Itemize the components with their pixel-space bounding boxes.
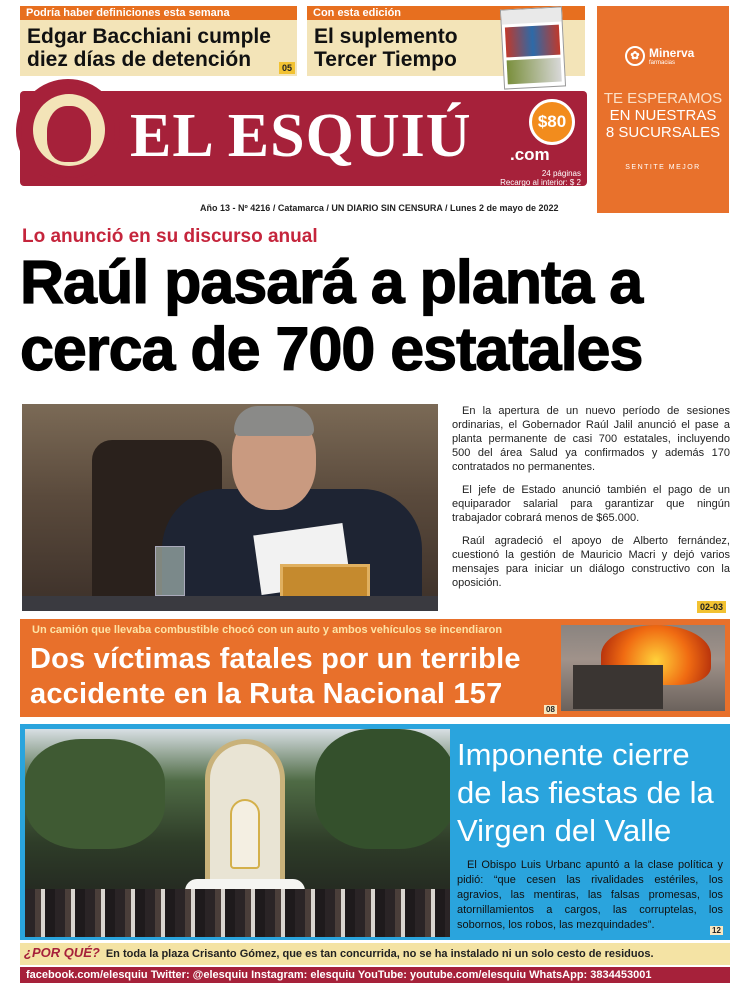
lead-body <box>452 404 730 599</box>
ad-brand: Minerva <box>649 46 695 60</box>
headline-line: Imponente cierre <box>457 737 690 772</box>
crowd <box>25 889 450 937</box>
virgen-headline <box>457 736 725 850</box>
ad-tagline: SENTITE MEJOR <box>625 164 701 171</box>
accident-headline <box>30 642 521 712</box>
masthead-domain: .com <box>510 145 550 164</box>
headline-line: de las fiestas de la <box>457 775 714 810</box>
minerva-logo: ✿ <box>625 46 645 66</box>
teaser-kicker: Con esta edición <box>307 6 585 20</box>
headline-line: Virgen del Valle <box>457 813 672 848</box>
page-ref: 08 <box>546 705 555 714</box>
lead-paragraph: Raúl agradeció el apoyo de Alberto fernández, cuestionó la gestión de Mauricio Macri y dejó varios mensajes para iniciar un diálogo constructivo con la oposición. <box>452 535 730 589</box>
price-badge: $80 <box>529 99 575 145</box>
lead-headline[interactable] <box>20 249 735 383</box>
surcharge: Recargo al interior: $ 2 <box>500 178 581 187</box>
speaker-hair <box>234 406 314 436</box>
teaser-title <box>27 25 271 71</box>
lead-kicker: Lo anunció en su discurso anual <box>22 226 318 247</box>
issue-line: Año 13 - Nº 4216 / Catamarca / UN DIARIO SIN CENSURA / Lunes 2 de mayo de 2022 <box>200 203 559 213</box>
page-ref: 05 <box>279 62 295 74</box>
teaser-bacchiani[interactable] <box>20 6 297 76</box>
masthead[interactable] <box>20 91 587 186</box>
procession-photo <box>25 729 450 937</box>
ad-brand-sub: farmacias <box>649 60 676 66</box>
supplement-cover-thumbnail <box>500 6 566 89</box>
page-ref: 12 <box>712 926 721 935</box>
masthead-emblem <box>16 79 120 183</box>
trees-left <box>25 739 165 849</box>
teaser-title-line: diez días de detención <box>27 48 252 71</box>
page-count: 24 páginas <box>541 169 581 178</box>
glass <box>155 546 185 596</box>
virgen-story[interactable] <box>20 724 730 940</box>
desk <box>22 596 438 611</box>
headline-line: cerca de 700 estatales <box>20 315 643 383</box>
lead-paragraph: El jefe de Estado anunció también el pago de un equiparador salarial para garantizar que ningún trabajador cobrará menos de $65.000. <box>452 484 730 524</box>
teaser-title <box>314 25 458 71</box>
teaser-kicker: Podría haber definiciones esta semana <box>20 6 297 20</box>
ad-line: 8 SUCURSALES <box>605 124 721 141</box>
ad-line: EN NUESTRAS <box>609 107 717 124</box>
nameplate <box>280 564 370 600</box>
lead-photo[interactable] <box>22 404 438 611</box>
virgen-body: El Obispo Luis Urbanc apuntó a la clase política y pidió: “que cesen las rivalidades estériles, los agravios, las mentiras, las falsas promesas, los atornillamientos a cargos, las corruptelas, los sobornos, los robos, las mezquindades”. <box>457 859 723 931</box>
por-que-label: ¿POR QUÉ? <box>24 945 100 960</box>
social-links[interactable]: facebook.com/elesquiu Twitter: @elesquiu Instagram: elesquiu YouTube: youtube.com/elesquiu WhatsApp: 3834453001 <box>20 967 730 983</box>
headline-line: accidente en la Ruta Nacional 157 <box>30 678 503 710</box>
masthead-info <box>500 169 581 187</box>
teaser-title-line: El suplemento <box>314 25 458 48</box>
ad-line: TE ESPERAMOS <box>603 90 723 107</box>
por-que-bar <box>20 943 730 965</box>
por-que-text: En toda la plaza Crisanto Gómez, que es tan concurrida, no se ha instalado ni un solo cesto de residuos. <box>105 948 654 960</box>
teaser-tercer-tiempo[interactable] <box>307 6 585 76</box>
trees-right <box>315 729 450 849</box>
headline-line: Dos víctimas fatales por un terrible <box>30 643 521 675</box>
accident-story[interactable] <box>20 619 730 717</box>
headline-line: Raúl pasará a planta a <box>20 248 643 316</box>
teaser-title-line: Edgar Bacchiani cumple <box>27 25 271 48</box>
teaser-title-line: Tercer Tiempo <box>314 48 457 71</box>
accident-kicker: Un camión que llevaba combustible chocó con un auto y ambos vehículos se incendiaron <box>32 624 503 636</box>
virgin-statue <box>230 799 260 869</box>
masthead-name: EL ESQUIÚ <box>130 102 472 170</box>
lead-paragraph: En la apertura de un nuevo período de sesiones ordinarias, el Gobernador Raúl Jalil anunció el pase a planta permanente de casi 700 estatales, incluyendo 500 del área Salud ya confirmados y además 170 contratados no permanentes. <box>452 405 730 473</box>
minerva-ad[interactable] <box>597 6 729 213</box>
accident-photo <box>561 625 725 711</box>
page-ref: 02-03 <box>697 601 726 613</box>
